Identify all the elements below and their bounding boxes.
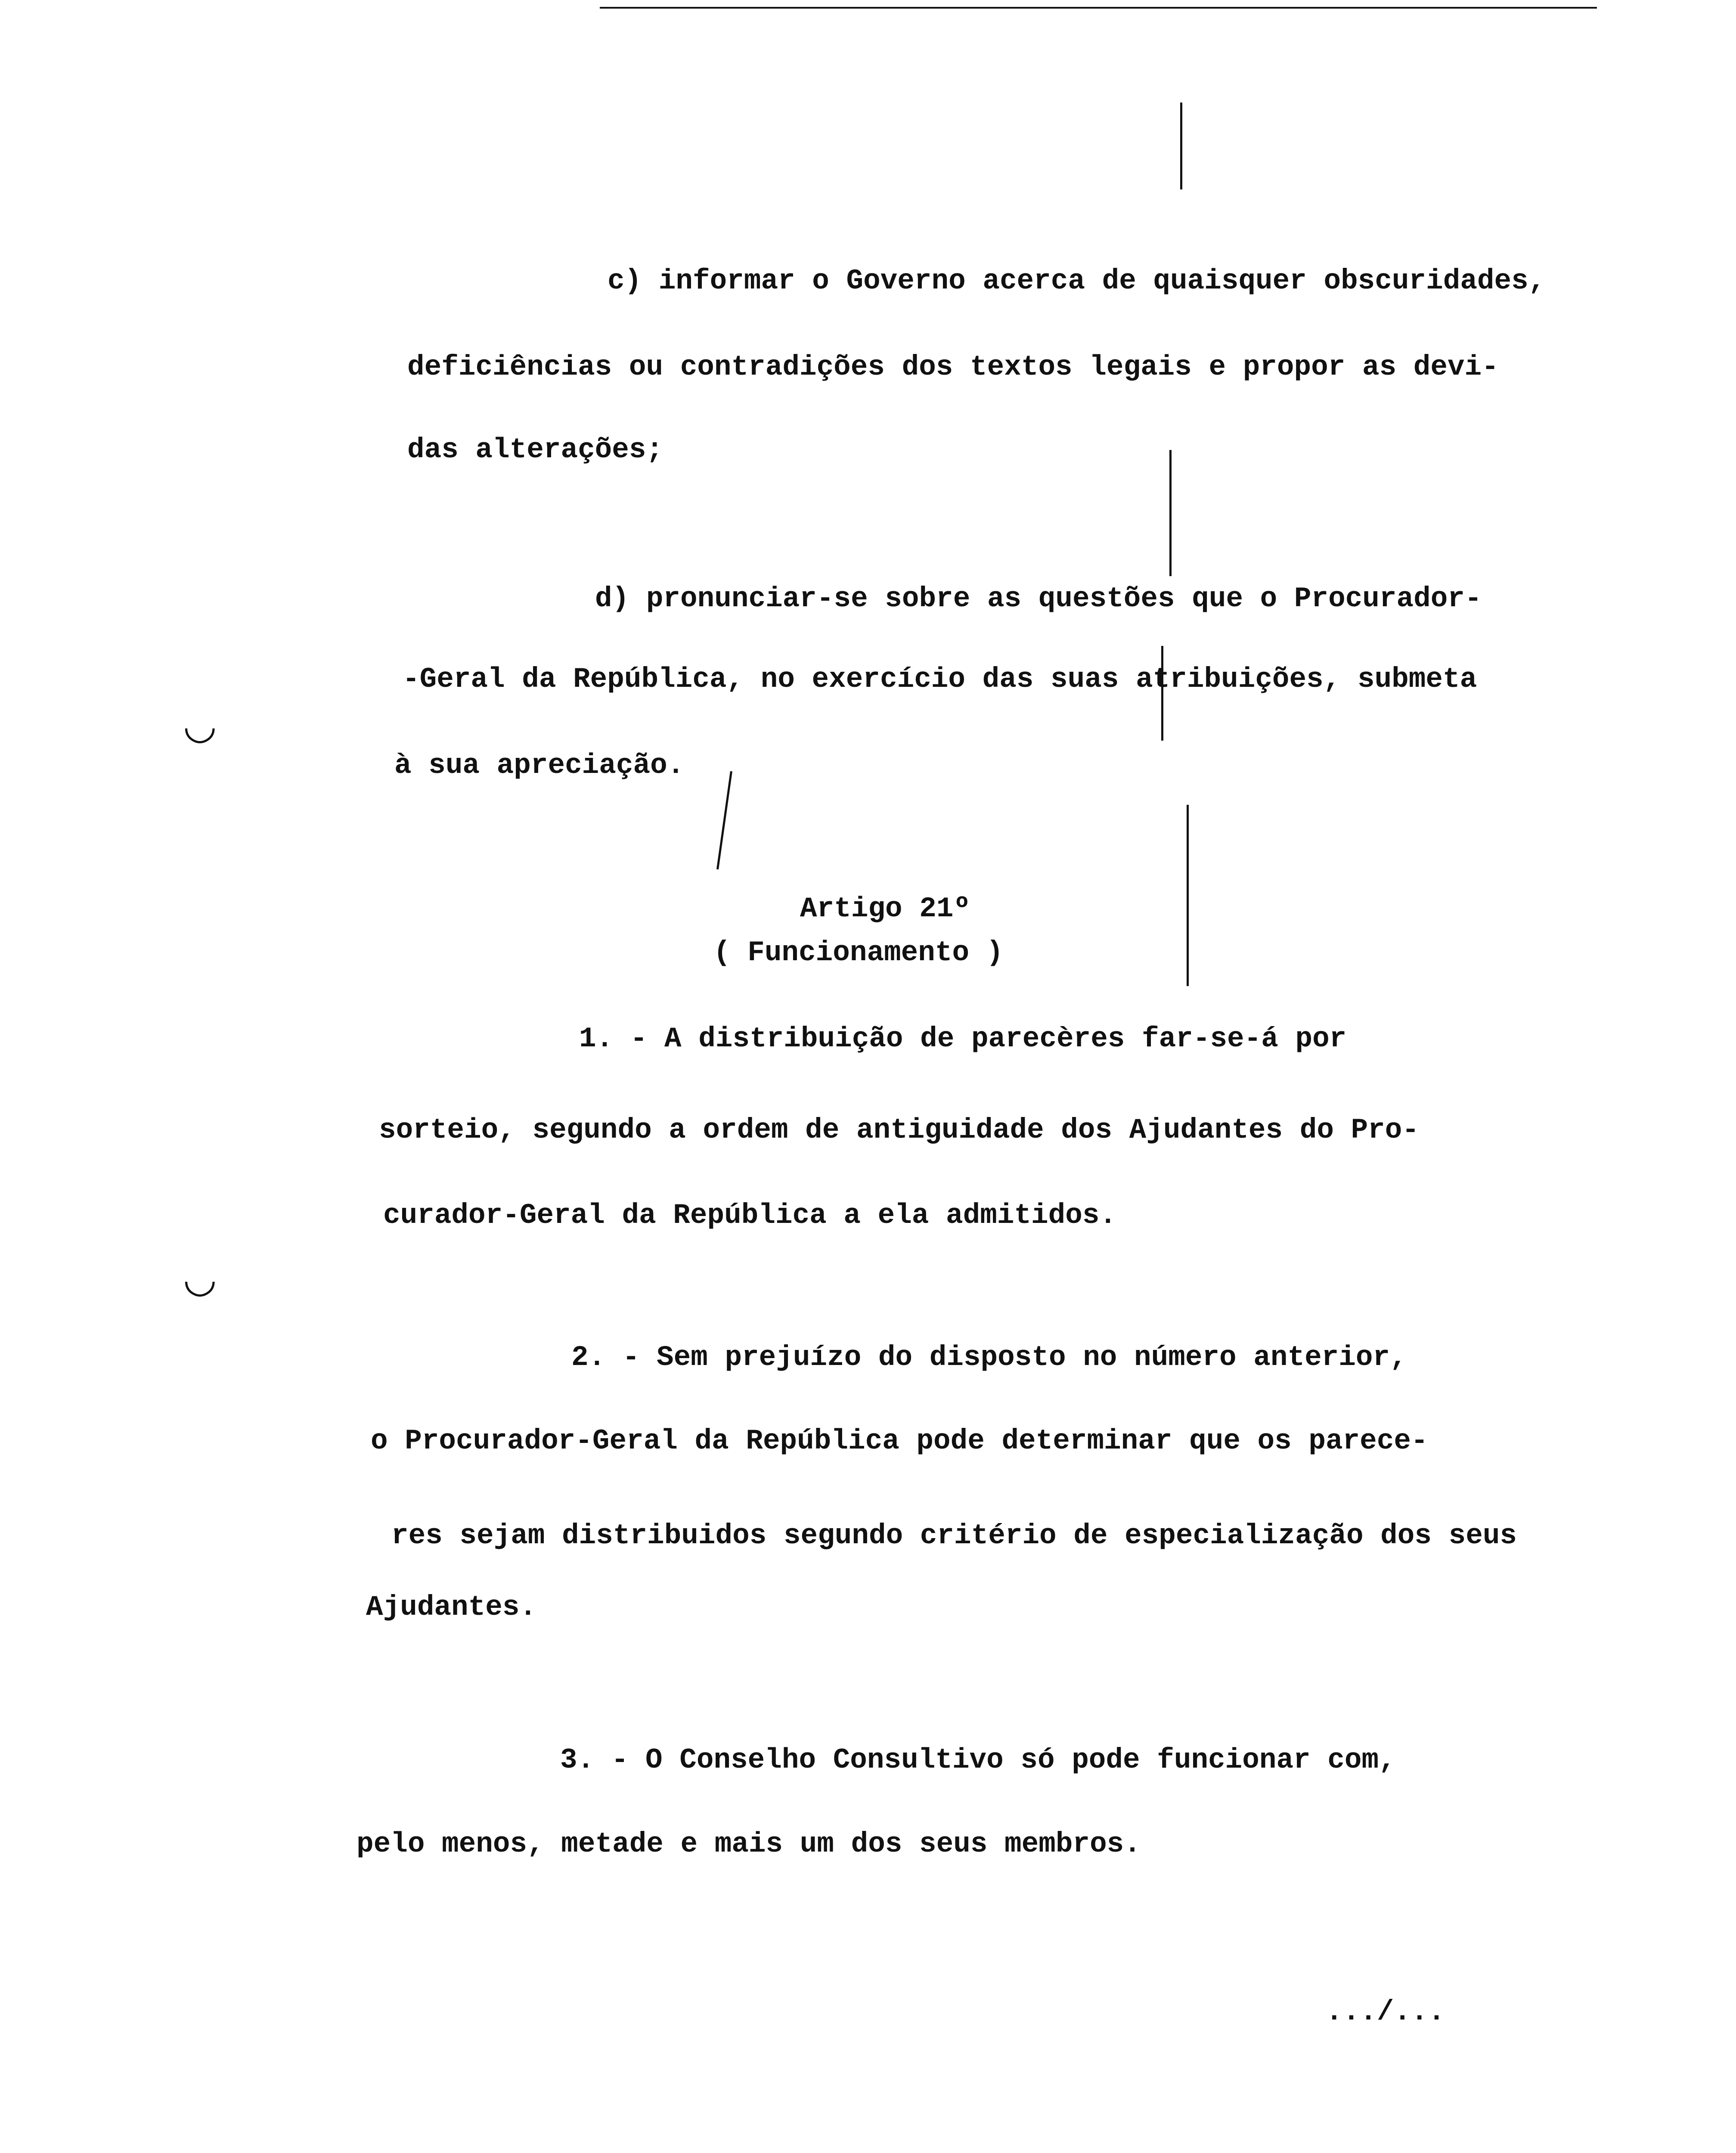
- paragraph-line: curador-Geral da República a ela admitidos.: [383, 1199, 1117, 1232]
- paragraph-line: à sua apreciação.: [394, 749, 685, 782]
- paragraph-line: pelo menos, metade e mais um dos seus membros.: [356, 1828, 1141, 1860]
- paragraph-line: c) informar o Governo acerca de quaisquer obscuridades,: [608, 265, 1546, 297]
- paragraph-line: res sejam distribuidos segundo critério de especialização dos seus: [391, 1520, 1517, 1552]
- paragraph-line: sorteio, segundo a ordem de antiguidade dos Ajudantes do Pro-: [379, 1114, 1419, 1146]
- punch-hole-mark: ◡: [183, 1256, 217, 1301]
- paragraph-line: 2. - Sem prejuízo do disposto no número anterior,: [571, 1341, 1407, 1374]
- margin-line: [716, 771, 732, 869]
- article-subtitle: ( Funcionamento ): [713, 937, 1004, 969]
- paragraph-line: das alterações;: [407, 434, 663, 466]
- article-title: Artigo 21º: [800, 893, 971, 925]
- margin-line: [1187, 805, 1189, 986]
- continuation-mark: .../...: [1326, 1996, 1445, 2028]
- paragraph-line: 1. - A distribuição de parecères far-se-á por: [579, 1023, 1347, 1055]
- margin-line: [1169, 450, 1172, 576]
- paragraph-line: o Procurador-Geral da República pode determinar que os parece-: [371, 1425, 1428, 1457]
- top-rule: [600, 7, 1597, 9]
- paragraph-line: deficiências ou contradições dos textos legais e propor as devi-: [407, 351, 1499, 383]
- punch-hole-mark: ◡: [183, 703, 217, 748]
- paragraph-line: 3. - O Conselho Consultivo só pode funcionar com,: [560, 1744, 1396, 1776]
- margin-line: [1180, 102, 1182, 189]
- paragraph-line: Ajudantes.: [366, 1591, 537, 1623]
- paragraph-line: -Geral da República, no exercício das suas atribuições, submeta: [403, 663, 1477, 695]
- paragraph-line: d) pronunciar-se sobre as questões que o Procurador-: [595, 583, 1482, 615]
